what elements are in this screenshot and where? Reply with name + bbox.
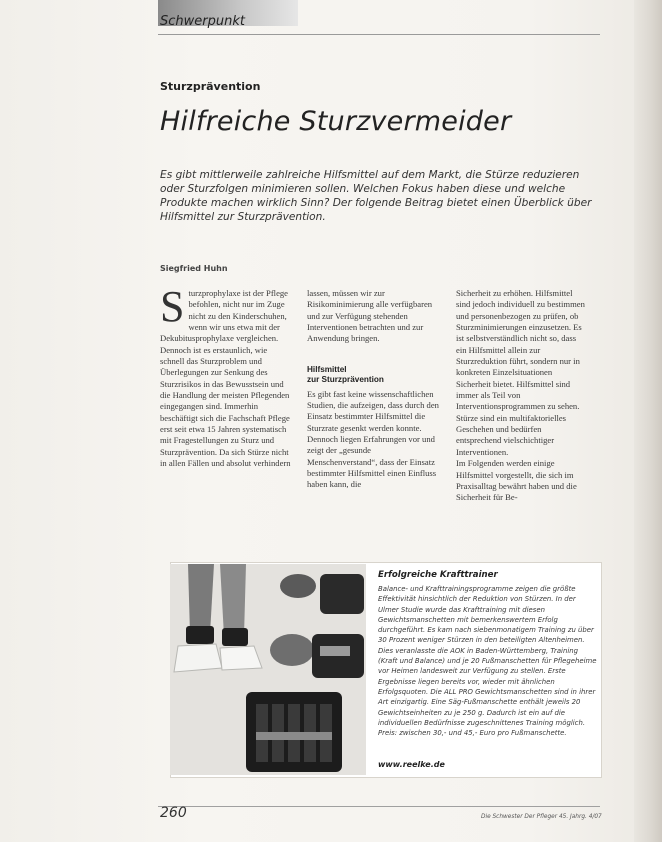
ankle-cuff-right	[222, 628, 248, 646]
body-column-2	[307, 288, 439, 491]
page-spine-shadow	[634, 0, 662, 842]
infobox-title: Erfolgreiche Krafttrainer	[378, 570, 498, 580]
ankle-cuff-left	[186, 626, 214, 644]
article-author: Siegfried Huhn	[160, 264, 228, 273]
ankle-weights-illustration	[170, 564, 366, 775]
article-kicker: Sturzprävention	[160, 80, 261, 93]
product-photo	[170, 564, 366, 775]
leg-right	[220, 564, 246, 636]
drop-cap: S	[160, 282, 185, 331]
cuff-label	[320, 646, 350, 656]
subheading	[307, 365, 439, 385]
page-number: 260	[160, 805, 187, 821]
section-divider	[158, 34, 600, 35]
hand-weight-1	[280, 574, 316, 598]
subheading-line-2: zur Sturzprävention	[307, 374, 384, 384]
leg-left	[188, 564, 214, 634]
wrist-cuff-1	[320, 574, 364, 614]
body-text-col2-part1: lassen, müssen wir zur Risikominimierung alle verfügbaren und zur Verfügung stehenden Interventionen betrachten und zur Anwendung bringen.	[307, 288, 433, 344]
shoe-right	[220, 646, 262, 670]
subheading-line-1: Hilfsmittel	[307, 364, 347, 374]
body-text-col3-part2: Im Folgenden werden einige Hilfsmittel vorgestellt, die sich im Praxisalltag bewährt haben und die Sicherheit für Be-	[456, 458, 577, 503]
body-column-1	[160, 282, 292, 470]
article-lead: Es gibt mittlerweile zahlreiche Hilfsmittel auf dem Markt, die Stürze reduzieren oder Sturzfolgen minimieren sollen. Welchen Fokus haben diese und welche Produkte machen wirklich Sinn? Der folgende Beitrag bietet einen Überblick über Hilfsmittel zur Sturzprävention.	[160, 169, 592, 223]
body-text-col1: turzprophylaxe ist der Pflege befohlen, nicht nur im Zuge nicht zu den Kinderschuhen, wenn wir uns etwa mit der Dekubitusprophylaxe vergleichen. Dennoch ist es erstaunlich, wie schnell das Sturzproblem und Überlegungen zur Senkung des Sturzrisikos in das Bewusstsein und die Handlung der meisten Pflegenden eingegangen sind. Immerhin beschäftigt sich die Fachschaft Pflege erst seit etwa 15 Jahren systematisch mit Fragestellungen zu Sturz und Sturzprävention. Da sich Stürze nicht in allen Fällen und absolut verhindern	[160, 288, 291, 469]
section-label: Schwerpunkt	[160, 14, 245, 29]
shoe-left	[174, 644, 222, 672]
hand-weight-2	[270, 634, 314, 666]
infobox-text: Balance- und Krafttrainingsprogramme zeigen die größte Effektivität hinsichtlich der Reduktion von Stürzen. In der Ulmer Studie wurde das Krafttraining mit diesen Gewichtsmanschetten mit bemerkenswertem Erfolg durchgeführt. Es kam nach siebenmonatigem Training zu über 30 Prozent weniger Stürzen in den beteiligten Altenheimen. Dies veranlasste die AOK in Baden-Württemberg, Training (Kraft und Balance) und je 20 Fußmanschetten für Pflegeheime vor Heimen landesweit zur Verfügung zu stellen. Erste Ergebnisse liegen bereits vor, wieder mit ähnlichen Erfolgsquoten. Die ALL PRO Gewichtsmanschetten sind in ihrer Art einzigartig. Eine Säg-Fußmanschette enthält jeweils 20 Gewichtseinheiten zu je 250 g. Dadurch ist ein auf die individuellen Bedürfnisse zugeschnittenes Training möglich. Preis: zwischen 30,- und 45,- Euro pro Fußmanschette.	[378, 585, 597, 738]
footer-divider	[158, 806, 600, 807]
journal-reference: Die Schwester Der Pfleger 45. Jahrg. 4/07	[481, 814, 602, 820]
article-title: Hilfreiche Sturzvermeider	[160, 106, 512, 137]
body-text-col2-part2: Es gibt fast keine wissenschaftlichen Studien, die aufzeigen, dass durch den Einsatz bestimmter Hilfsmittel die Sturzrate gesenkt werden konnte. Dennoch liegen Erfahrungen vor und zeigt der „gesunde Menschenverstand“, dass der Einsatz bestimmter Hilfsmittel einen Einfluss haben kann, die	[307, 388, 439, 490]
body-column-3	[456, 288, 588, 504]
body-text-col3-part1: Sicherheit zu erhöhen. Hilfsmittel sind jedoch individuell zu bestimmen und personenbezogen zu prüfen, ob Sturzminimierungen einzusetzen. Es ist selbstverständlich nicht so, dass ein Hilfsmittel allein zur Sturzreduktion führt, sondern nur in konkreten Einzelsituationen Sicherheit bietet. Hilfsmittel sind immer als Teil von Interventionsprogrammen zu sehen. Stürze sind ein multifaktorielles Geschehen und bedürfen entsprechend vielschichtiger Interventionen.	[456, 288, 585, 457]
infobox-url-link[interactable]: www.reelke.de	[378, 760, 445, 769]
